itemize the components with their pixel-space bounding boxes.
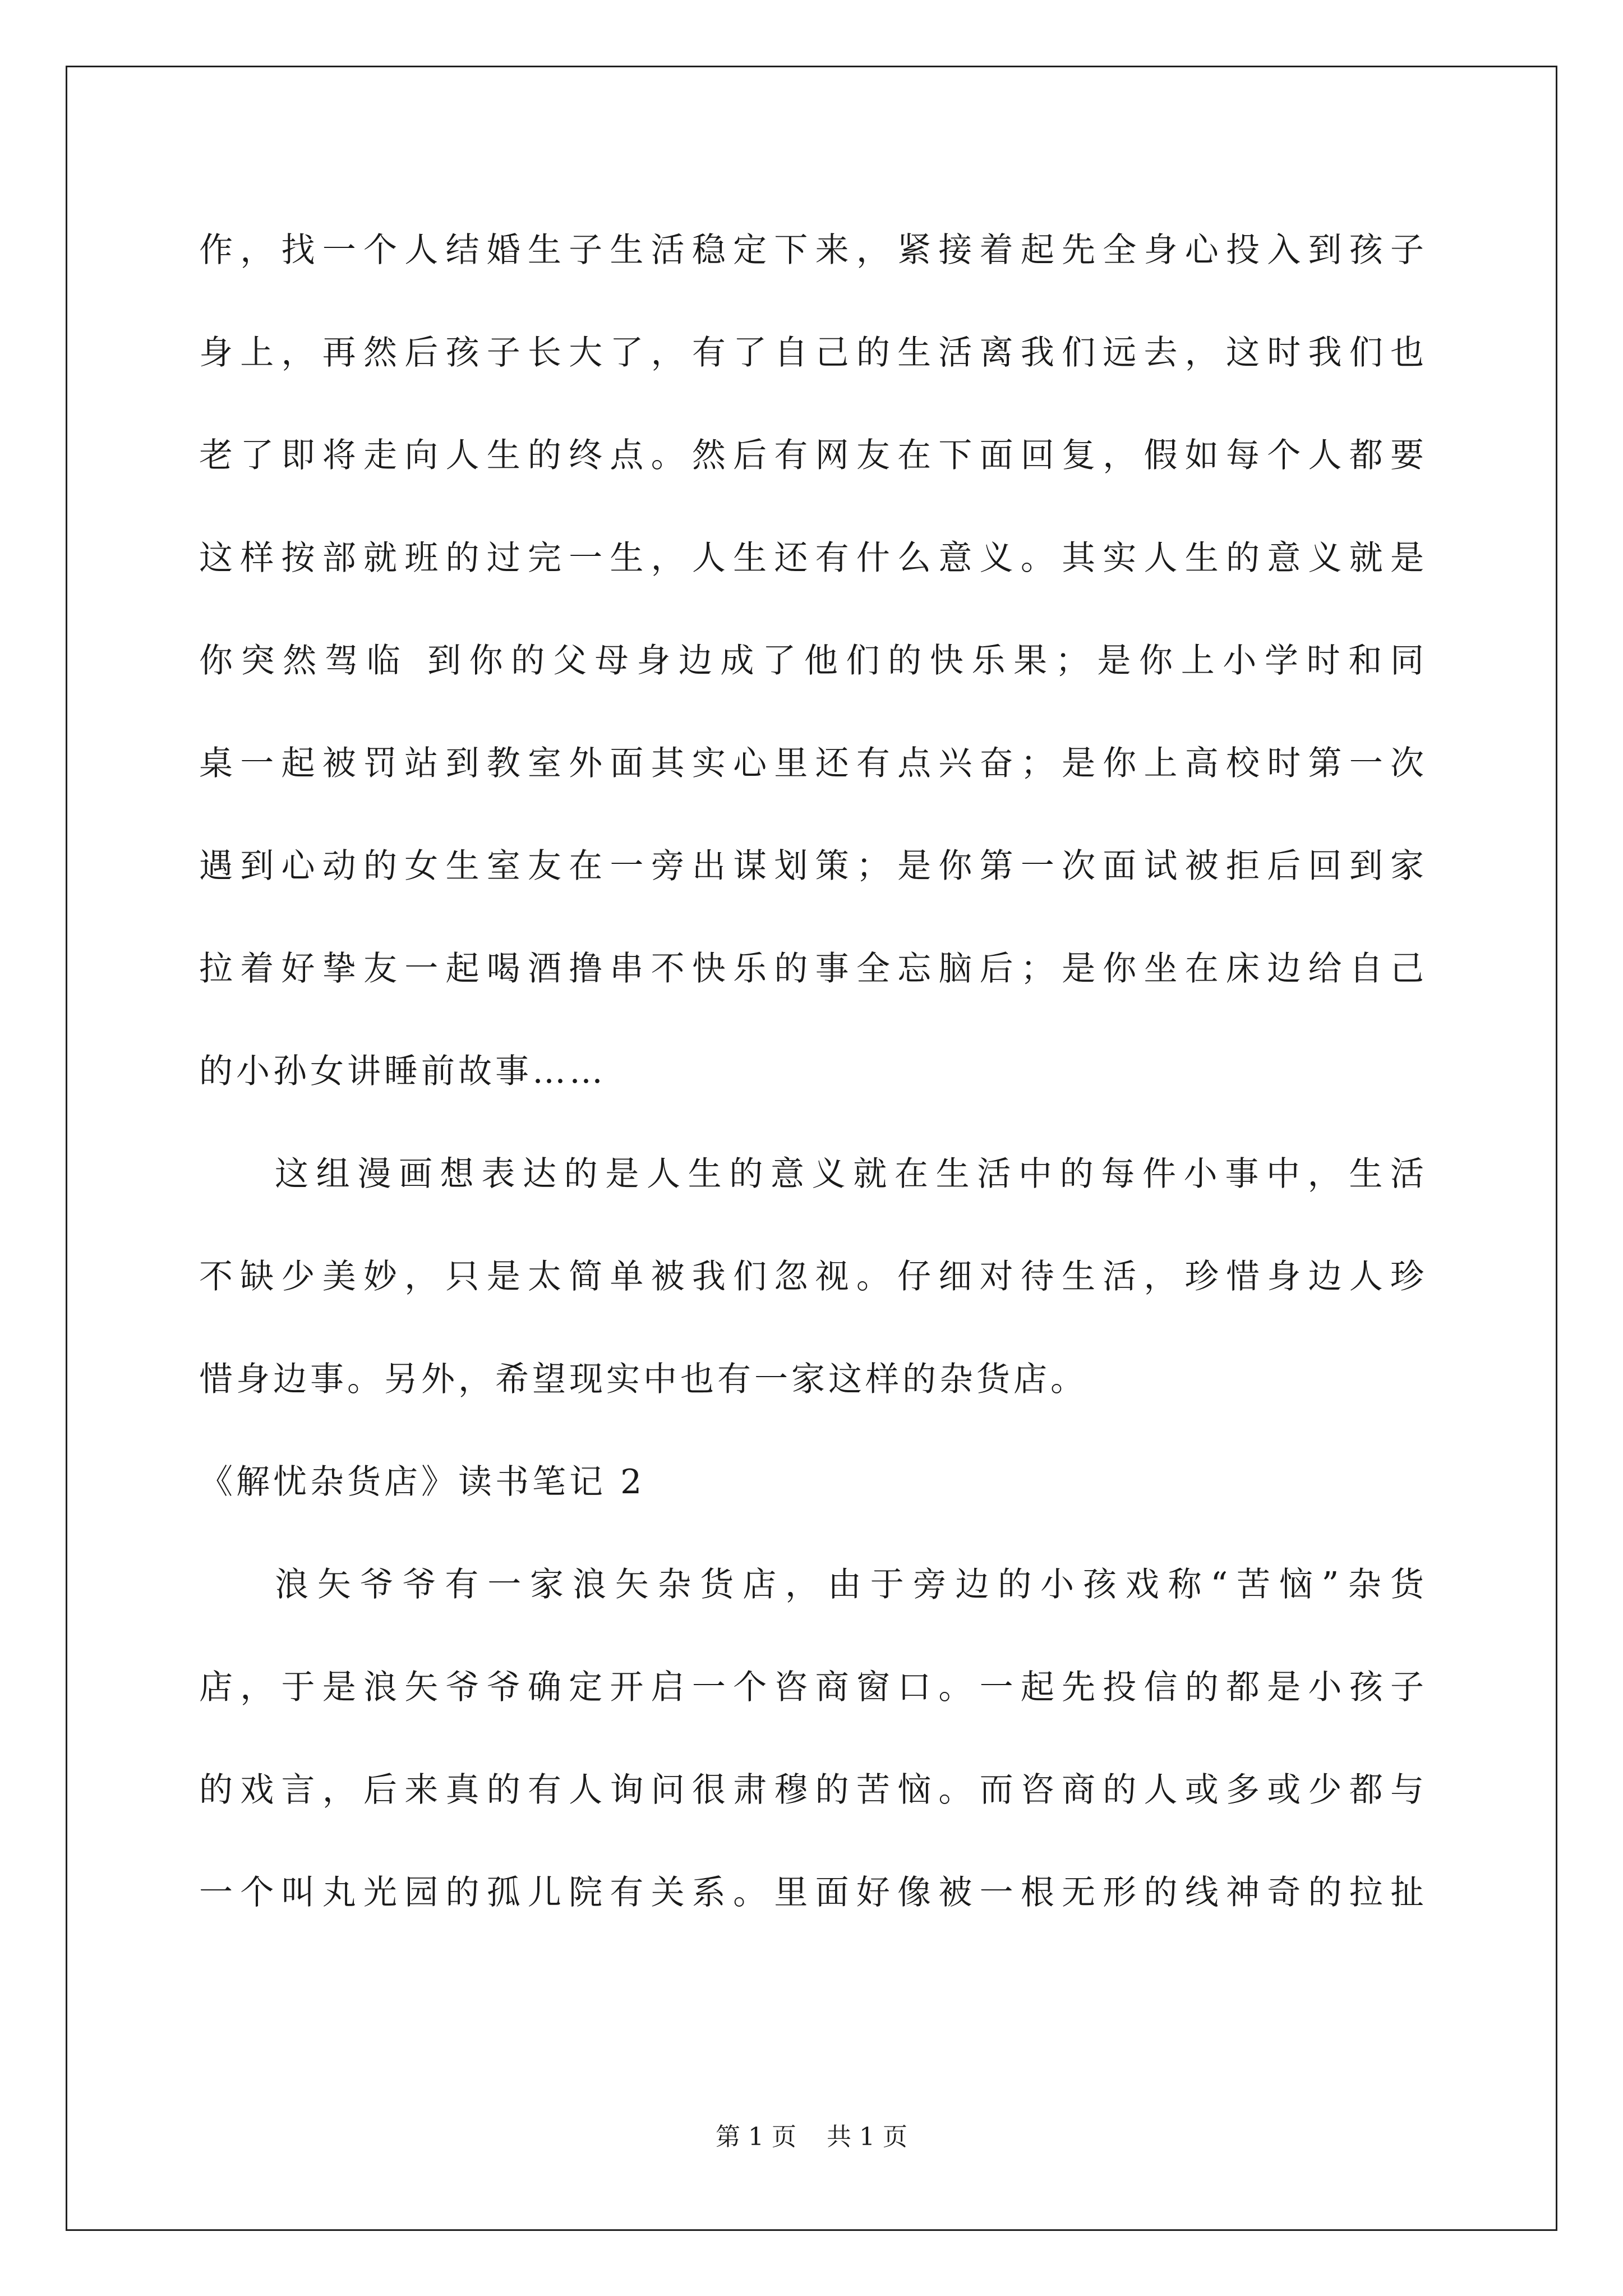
page-number: 第 1 页 <box>716 2123 796 2151</box>
text-line: 店，于是浪矢爷爷确定开启一个咨商窗口。一起先投信的都是小孩子 <box>199 1668 1427 1707</box>
text-line: 不缺少美妙，只是太简单被我们忽视。仔细对待生活，珍惜身边人珍 <box>199 1257 1427 1296</box>
text-line: 遇到心动的女生室友在一旁出谋划策；是你第一次面试被拒后回到家 <box>199 846 1427 886</box>
text-line: 拉着好挚友一起喝酒撸串不快乐的事全忘脑后；是你坐在床边给自己 <box>199 949 1427 988</box>
text-line: 身上，再然后孩子长大了，有了自己的生活离我们远去，这时我们也 <box>199 333 1427 372</box>
text-line: 一个叫丸光园的孤儿院有关系。里面好像被一根无形的线神奇的拉扯 <box>199 1873 1427 1912</box>
text-line: 老了即将走向人生的终点。然后有网友在下面回复，假如每个人都要 <box>199 436 1427 475</box>
text-line: 浪矢爷爷有一家浪矢杂货店，由于旁边的小孩戏称“苦恼”杂货 <box>275 1565 1427 1604</box>
text-line: 这组漫画想表达的是人生的意义就在生活中的每件小事中，生活 <box>275 1154 1427 1194</box>
paragraph-1 <box>199 199 1427 1123</box>
document-body <box>199 199 1427 1944</box>
text-line: 惜身边事。另外，希望现实中也有一家这样的杂货店。 <box>199 1360 1087 1399</box>
text-line: 作，找一个人结婚生子生活稳定下来，紧接着起先全身心投入到孩子 <box>199 231 1427 270</box>
page-footer <box>0 2120 1623 2154</box>
page-total: 共 1 页 <box>827 2123 907 2151</box>
text-line: 的小孙女讲睡前故事…… <box>199 1052 606 1091</box>
paragraph-2 <box>199 1123 1427 1431</box>
section-heading: 《解忧杂货店》读书笔记 2 <box>199 1462 645 1502</box>
paragraph-3 <box>199 1534 1427 1944</box>
text-line: 这样按部就班的过完一生，人生还有什么意义。其实人生的意义就是 <box>199 539 1427 578</box>
text-line: 的戏言，后来真的有人询问很肃穆的苦恼。而咨商的人或多或少都与 <box>199 1770 1427 1810</box>
text-line: 桌一起被罚站到教室外面其实心里还有点兴奋；是你上高校时第一次 <box>199 744 1427 783</box>
text-line: 你突然驾临 到你的父母身边成了他们的快乐果；是你上小学时和同 <box>199 641 1427 680</box>
